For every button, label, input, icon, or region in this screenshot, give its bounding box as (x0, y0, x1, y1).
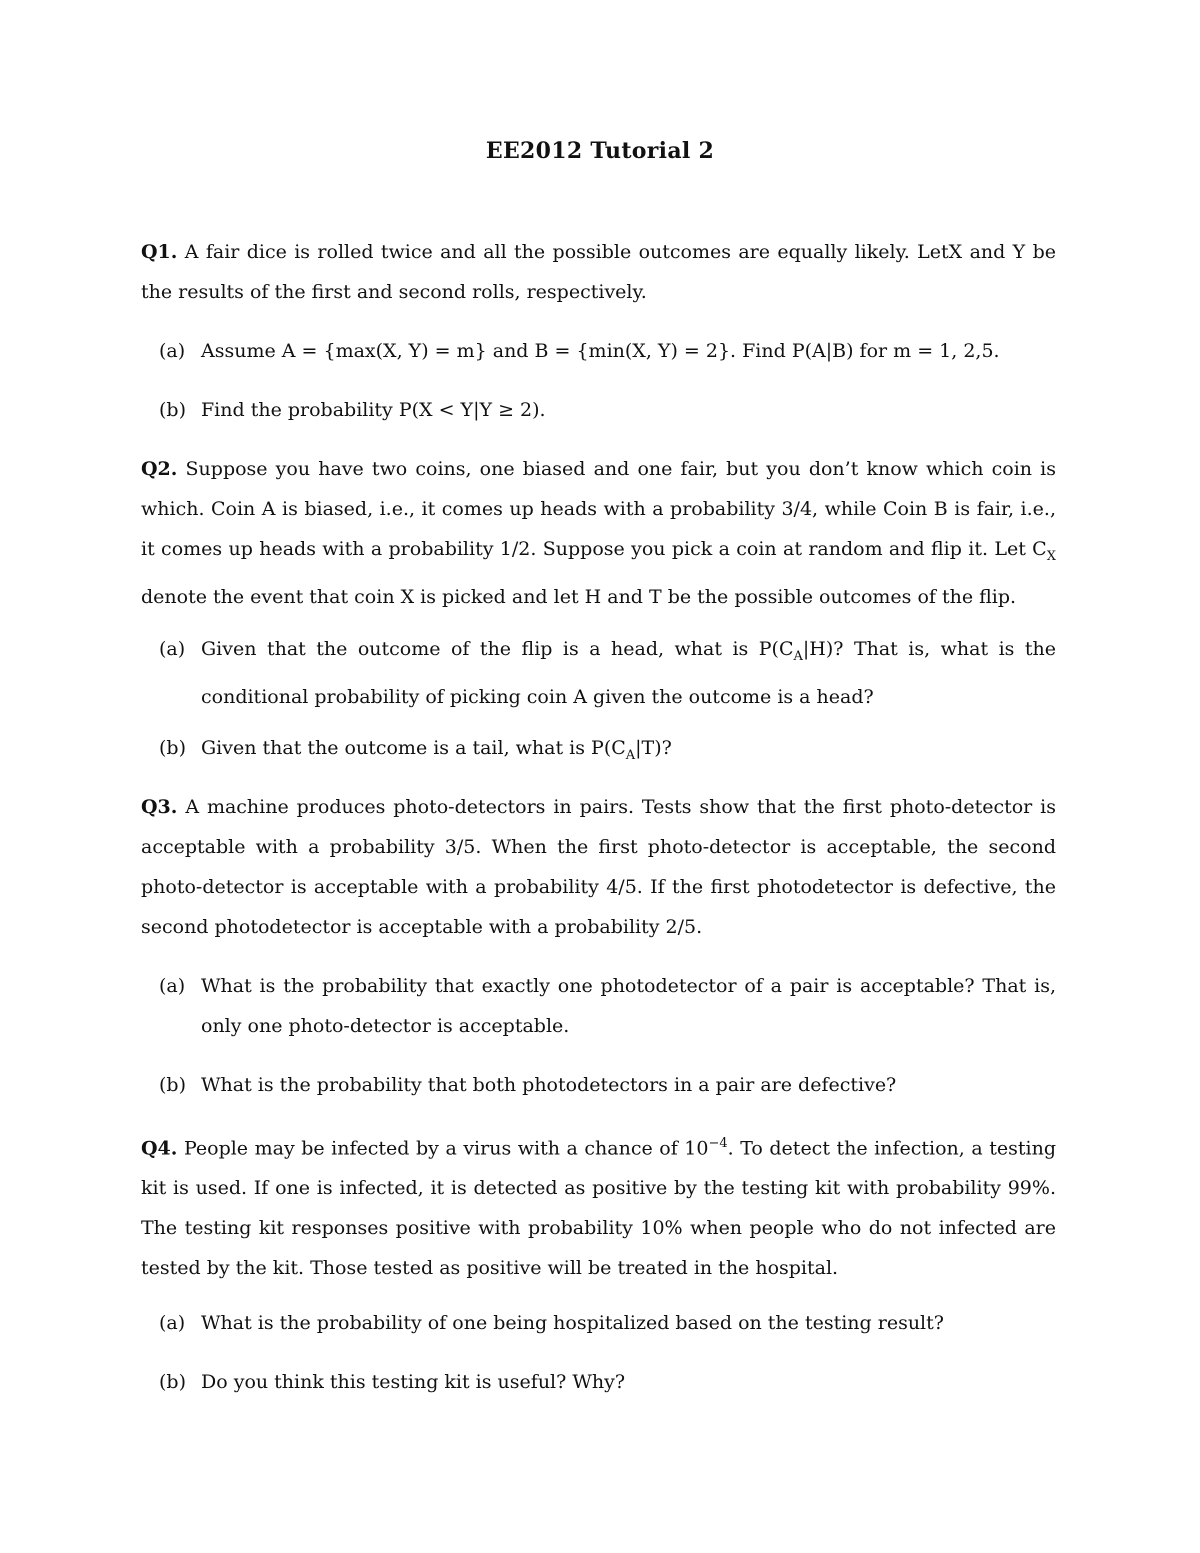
q2-label: Q2. (141, 458, 178, 480)
q2-b-text-end: |T)? (635, 737, 672, 759)
q2-b-sub: A (625, 747, 636, 763)
q4-b-text: Do you think this testing kit is useful? Why? (201, 1371, 626, 1393)
q3-b-text: What is the probability that both photodetectors in a pair are defective? (201, 1074, 897, 1096)
q2-a-sub: A (793, 648, 803, 664)
q4-text-sup: −4 (708, 1136, 728, 1151)
q1-a-label: (a) (159, 340, 186, 362)
q3-part-b (159, 1065, 1056, 1105)
q1-part-b (159, 390, 1056, 430)
q2-b-label: (b) (159, 737, 186, 759)
q4-a-label: (a) (159, 1312, 186, 1334)
q3-part-a (159, 966, 1056, 1046)
q2-text-end: denote the event that coin X is picked and let H and T be the possible outcomes of the flip. (141, 585, 1017, 608)
q4-a-text: What is the probability of one being hospitalized based on the testing result? (201, 1312, 944, 1334)
q2-text-sub: X (1046, 548, 1056, 564)
q1-text: A fair dice is rolled twice and all the possible outcomes are equally likely. LetX and Y be the results of the first and second rolls, respectively. (141, 241, 1056, 303)
q2-a-text-end: |H)? That is, what is the conditional probability of picking coin A given the outcome is a head? (201, 638, 1056, 708)
q4-b-label: (b) (159, 1371, 186, 1393)
q1-part-a (159, 331, 1056, 371)
q1-b-text: Find the probability P(X < Y|Y ≥ 2). (201, 399, 546, 421)
q3-a-label: (a) (159, 975, 186, 997)
q3-a-text: What is the probability that exactly one photodetector of a pair is acceptable? That is, only one photo-detector is acceptable. (201, 975, 1056, 1037)
q1-label: Q1. (141, 241, 178, 263)
q4-text-end: . To detect the infection, a testing kit is used. If one is infected, it is detected as positive by the testing kit with probability 99%. The testing kit responses positive with probability 10% when people who do not infected are tested by the kit. Those tested as positive will be treated in the hospital. (141, 1137, 1056, 1280)
q4-text: People may be infected by a virus with a chance of 10 (183, 1137, 709, 1160)
q1-paragraph (141, 232, 1056, 312)
q2-b-text: Given that the outcome is a tail, what is P(C (201, 737, 626, 759)
q2-a-label: (a) (159, 638, 186, 660)
q2-paragraph (141, 449, 1056, 617)
q3-label: Q3. (141, 796, 178, 818)
q1-b-label: (b) (159, 399, 186, 421)
q3-b-label: (b) (159, 1074, 186, 1096)
q4-part-a (159, 1303, 1056, 1343)
q3-text: A machine produces photo-detectors in pairs. Tests show that the first photo-detector is acceptable with a probability 3/5. When the first photo-detector is acceptable, the second photo-detector is acceptable with a probability 4/5. If the first photodetector is defective, the second photodetector is acceptable with a probability 2/5. (141, 796, 1057, 938)
q4-part-b (159, 1362, 1056, 1402)
q2-b-text-block (201, 728, 1056, 776)
q4-label: Q4. (141, 1137, 178, 1160)
q2-part-b (159, 728, 1056, 776)
q1-a-text: Assume A = {max(X, Y) = m} and B = {min(X, Y) = 2}. Find P(A|B) for m = 1, 2,5. (201, 340, 1000, 362)
q2-text: Suppose you have two coins, one biased and one fair, but you don’t know which coin is which. Coin A is biased, i.e., it comes up heads with a probability 3/4, while Coin B is fair, i.e., it comes up heads with a probability 1/2. Suppose you pick a coin at random and flip it. Let C (141, 458, 1056, 560)
q2-a-text: Given that the outcome of the flip is a head, what is P(C (201, 638, 794, 660)
q2-a-text-block (201, 629, 1056, 717)
q2-part-a (159, 629, 1056, 717)
q4-paragraph (141, 1124, 1056, 1288)
page-title: EE2012 Tutorial 2 (485, 138, 715, 164)
q3-paragraph (141, 787, 1056, 947)
